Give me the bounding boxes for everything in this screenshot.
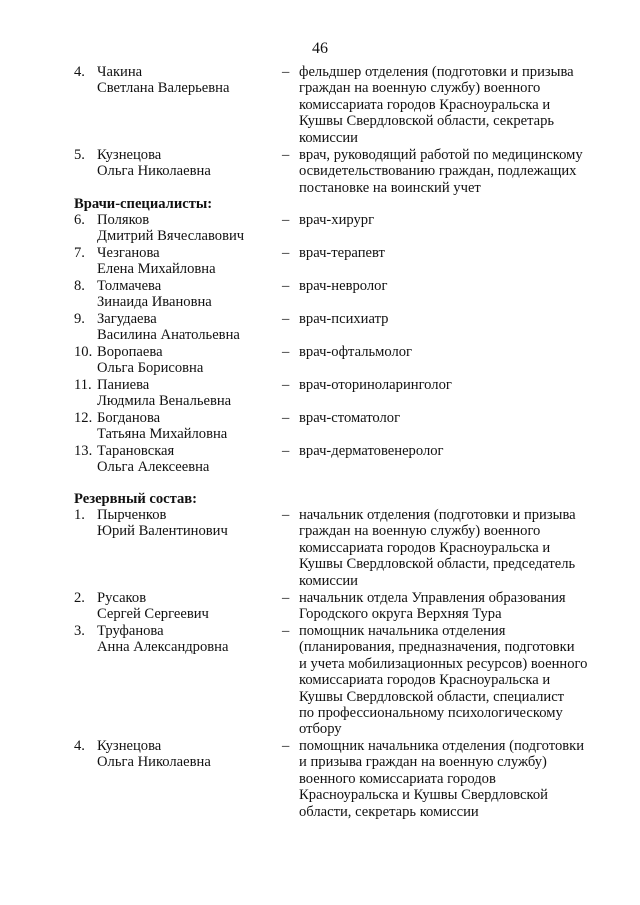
role-line: врач, руководящий работой по медицинскому (299, 147, 583, 163)
role-line: и учета мобилизационных ресурсов) военного (299, 655, 588, 672)
member-given-names: Юрий Валентинович (97, 523, 228, 540)
entry-dash: – (282, 212, 290, 228)
role-line: врач-хирург (299, 212, 375, 228)
entry-dash: – (282, 623, 290, 639)
page-number: 46 (312, 40, 328, 57)
entry-number: 11. (74, 377, 92, 393)
member-name (97, 443, 272, 476)
member-given-names: Дмитрий Вячеславович (97, 228, 245, 245)
entry-number: 5. (74, 147, 85, 163)
member-role (299, 410, 604, 426)
member-surname: Русаков (97, 590, 147, 606)
member-name (97, 410, 272, 443)
section-heading-specialists: Врачи-специалисты: (74, 196, 213, 212)
role-line: начальник отделения (подготовки и призыва (299, 507, 576, 523)
member-given-names: Ольга Алексеевна (97, 459, 210, 476)
member-name (97, 245, 272, 278)
member-role (299, 245, 604, 261)
member-role (299, 623, 604, 738)
role-line: постановке на воинский учет (299, 179, 481, 196)
role-line: врач-оториноларинголог (299, 377, 452, 393)
role-line: Кушвы Свердловской области, секретарь (299, 113, 555, 130)
member-name (97, 738, 272, 771)
member-given-names: Людмила Венальевна (97, 393, 232, 410)
entry-dash: – (282, 245, 290, 261)
entry-dash: – (282, 147, 290, 163)
member-surname: Чакина (97, 64, 143, 80)
role-line: отбору (299, 721, 342, 738)
entry-dash: – (282, 443, 290, 459)
role-line: комиссариата городов Красноуральска и (299, 539, 551, 556)
member-role (299, 738, 604, 820)
member-role (299, 443, 604, 459)
role-line: помощник начальника отделения (подготовки (299, 738, 585, 754)
member-given-names: Анна Александровна (97, 639, 229, 656)
member-given-names: Ольга Борисовна (97, 360, 204, 377)
entry-dash: – (282, 507, 290, 523)
member-role (299, 377, 604, 393)
role-line: врач-невролог (299, 278, 388, 294)
member-role (299, 212, 604, 228)
role-line: врач-стоматолог (299, 410, 401, 426)
role-line: по профессиональному психологическому (299, 705, 563, 722)
member-name (97, 344, 272, 377)
member-name (97, 623, 272, 656)
entry-number: 10. (74, 344, 93, 360)
role-line: (планирования, предназначения, подготовки (299, 639, 575, 656)
member-name (97, 507, 272, 540)
entry-dash: – (282, 311, 290, 327)
entry-number: 1. (74, 507, 85, 523)
entry-number: 3. (74, 623, 85, 639)
role-line: комиссии (299, 129, 358, 146)
entry-dash: – (282, 377, 290, 393)
role-line: Кушвы Свердловской области, специалист (299, 688, 565, 705)
member-role (299, 278, 604, 294)
member-role (299, 507, 604, 589)
role-line: Городского округа Верхняя Тура (299, 606, 502, 623)
member-surname: Чезганова (97, 245, 160, 261)
role-line: комиссариата городов Красноуральска и (299, 96, 551, 113)
member-surname: Загудаева (97, 311, 157, 327)
role-line: комиссии (299, 572, 358, 589)
member-name (97, 311, 272, 344)
entry-dash: – (282, 278, 290, 294)
member-role (299, 311, 604, 327)
entry-number: 2. (74, 590, 85, 606)
entry-number: 9. (74, 311, 85, 327)
entry-number: 6. (74, 212, 85, 228)
role-line: и призыва граждан на военную службу) (299, 754, 547, 771)
entry-number: 7. (74, 245, 85, 261)
role-line: Кушвы Свердловской области, председатель (299, 556, 576, 573)
role-line: освидетельствованию граждан, подлежащих (299, 163, 577, 180)
member-surname: Кузнецова (97, 147, 162, 163)
role-line: начальник отдела Управления образования (299, 590, 566, 606)
member-name (97, 147, 272, 180)
member-surname: Кузнецова (97, 738, 162, 754)
member-role (299, 590, 604, 623)
member-surname: Паниева (97, 377, 150, 393)
member-name (97, 278, 272, 311)
entry-dash: – (282, 344, 290, 360)
member-given-names: Татьяна Михайловна (97, 426, 228, 443)
member-surname: Поляков (97, 212, 150, 228)
entry-dash: – (282, 410, 290, 426)
member-surname: Богданова (97, 410, 161, 426)
role-line: врач-дерматовенеролог (299, 443, 444, 459)
member-given-names: Сергей Сергеевич (97, 606, 209, 623)
member-name (97, 377, 272, 410)
entry-number: 8. (74, 278, 85, 294)
member-role (299, 147, 604, 196)
member-role (299, 64, 604, 146)
entry-dash: – (282, 738, 290, 754)
role-line: врач-офтальмолог (299, 344, 413, 360)
member-name (97, 590, 272, 623)
role-line: области, секретарь комиссии (299, 803, 479, 820)
member-given-names: Зинаида Ивановна (97, 294, 212, 311)
member-surname: Труфанова (97, 623, 164, 639)
entry-dash: – (282, 590, 290, 606)
section-heading-reserve: Резервный состав: (74, 491, 198, 507)
role-line: фельдшер отделения (подготовки и призыва (299, 64, 574, 80)
member-surname: Толмачева (97, 278, 162, 294)
member-surname: Воропаева (97, 344, 163, 360)
role-line: врач-психиатр (299, 311, 389, 327)
role-line: граждан на военную службу) военного (299, 80, 541, 97)
member-given-names: Елена Михайловна (97, 261, 216, 278)
role-line: военного комиссариата городов (299, 770, 496, 787)
entry-dash: – (282, 64, 290, 80)
entry-number: 4. (74, 64, 85, 80)
member-given-names: Ольга Николаевна (97, 163, 211, 180)
entry-number: 13. (74, 443, 93, 459)
member-given-names: Василина Анатольевна (97, 327, 240, 344)
member-role (299, 344, 604, 360)
role-line: помощник начальника отделения (299, 623, 506, 639)
member-surname: Пырченков (97, 507, 167, 523)
role-line: врач-терапевт (299, 245, 385, 261)
entry-number: 4. (74, 738, 85, 754)
role-line: комиссариата городов Красноуральска и (299, 672, 551, 689)
member-given-names: Светлана Валерьевна (97, 80, 230, 97)
member-surname: Тарановская (97, 443, 175, 459)
entry-number: 12. (74, 410, 93, 426)
member-given-names: Ольга Николаевна (97, 754, 211, 771)
role-line: граждан на военную службу) военного (299, 523, 541, 540)
member-name (97, 64, 272, 97)
role-line: Красноуральска и Кушвы Свердловской (299, 787, 548, 804)
member-name (97, 212, 272, 245)
